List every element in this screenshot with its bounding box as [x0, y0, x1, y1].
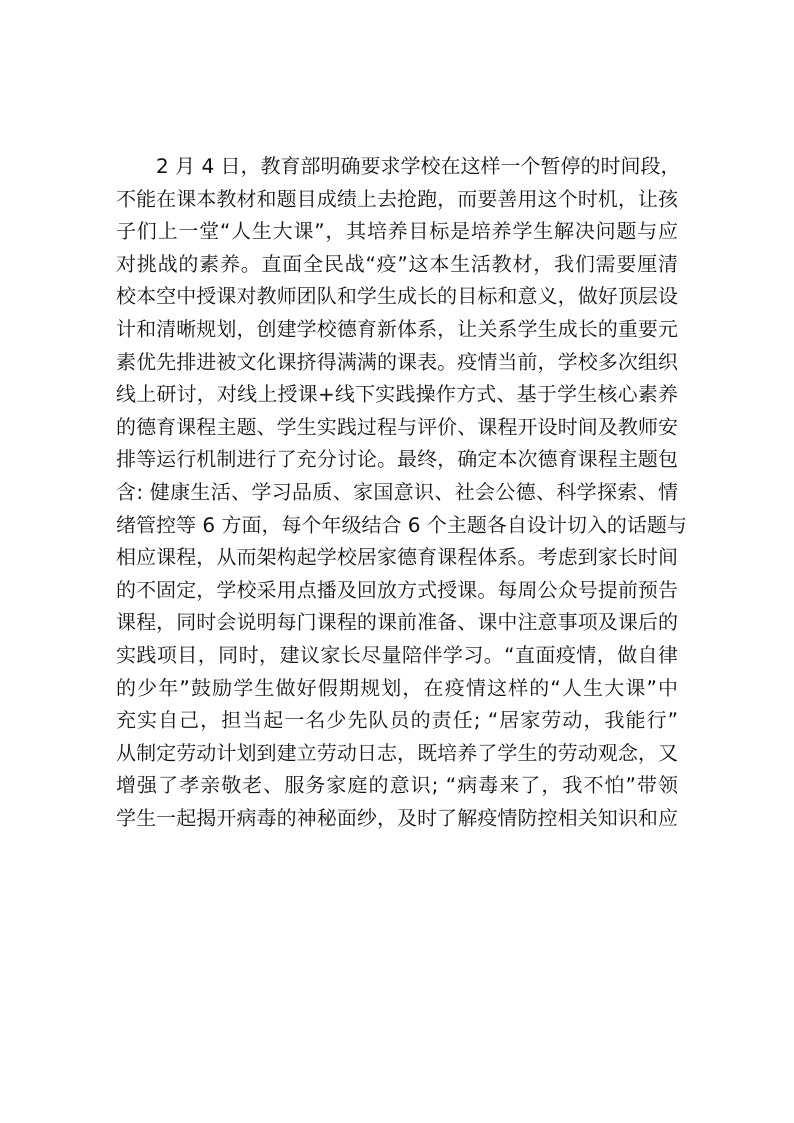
paragraph-line-2: 不能在课本教材和题目成绩上去抢跑，而要善用这个时机，让孩 — [116, 186, 678, 211]
paragraph-line-7: 素优先排进被文化课挤得满满的课表。疫情当前，学校多次组织 — [116, 349, 678, 374]
paragraph-line-10: 排等运行机制进行了充分讨论。最终，确定本次德育课程主题包 — [116, 447, 678, 472]
paragraph-line-14: 的不固定，学校采用点播及回放方式授课。每周公众号提前预告 — [116, 577, 678, 602]
paragraph-line-11: 含: 健康生活、学习品质、家国意识、社会公德、科学探索、情 — [116, 479, 678, 504]
paragraph-line-4: 对挑战的素养。直面全民战“疫”这本生活教材，我们需要厘清 — [116, 251, 678, 276]
paragraph-line-6: 计和清晰规划，创建学校德育新体系，让关系学生成长的重要元 — [116, 316, 678, 341]
paragraph-line-12: 绪管控等 6 方面，每个年级结合 6 个主题各自设计切入的话题与 — [116, 512, 687, 537]
paragraph-line-9: 的德育课程主题、学生实践过程与评价、课程开设时间及教师安 — [116, 414, 678, 439]
paragraph-line-13: 相应课程，从而架构起学校居家德育课程体系。考虑到家长时间 — [116, 545, 678, 570]
body-paragraph — [116, 150, 687, 834]
paragraph-line-5: 校本空中授课对教师团队和学生成长的目标和意义，做好顶层设 — [116, 284, 678, 309]
paragraph-line-17: 的少年”鼓励学生做好假期规划，在疫情这样的“人生大课”中 — [116, 675, 678, 700]
paragraph-line-16: 实践项目，同时，建议家长尽量陪伴学习。“直面疫情，做自律 — [116, 642, 678, 667]
paragraph-line-8: 线上研讨，对线上授课+线下实践操作方式、基于学生核心素养 — [116, 382, 678, 407]
paragraph-line-18: 充实自己，担当起一名少先队员的责任; “居家劳动，我能行” — [116, 708, 678, 733]
paragraph-line-20: 增强了孝亲敬老、服务家庭的意识; “病毒来了，我不怕”带领 — [116, 773, 678, 798]
paragraph-line-3: 子们上一堂“人生大课”，其培养目标是培养学生解决问题与应 — [116, 219, 678, 244]
paragraph-line-19: 从制定劳动计划到建立劳动日志，既培养了学生的劳动观念，又 — [116, 740, 678, 765]
paragraph-line-15: 课程，同时会说明每门课程的课前准备、课中注意事项及课后的 — [116, 610, 678, 635]
paragraph-line-1: 2 月 4 日，教育部明确要求学校在这样一个暂停的时间段， — [156, 154, 681, 178]
paragraph-line-21: 学生一起揭开病毒的神秘面纱，及时了解疫情防控相关知识和应 — [116, 805, 678, 830]
